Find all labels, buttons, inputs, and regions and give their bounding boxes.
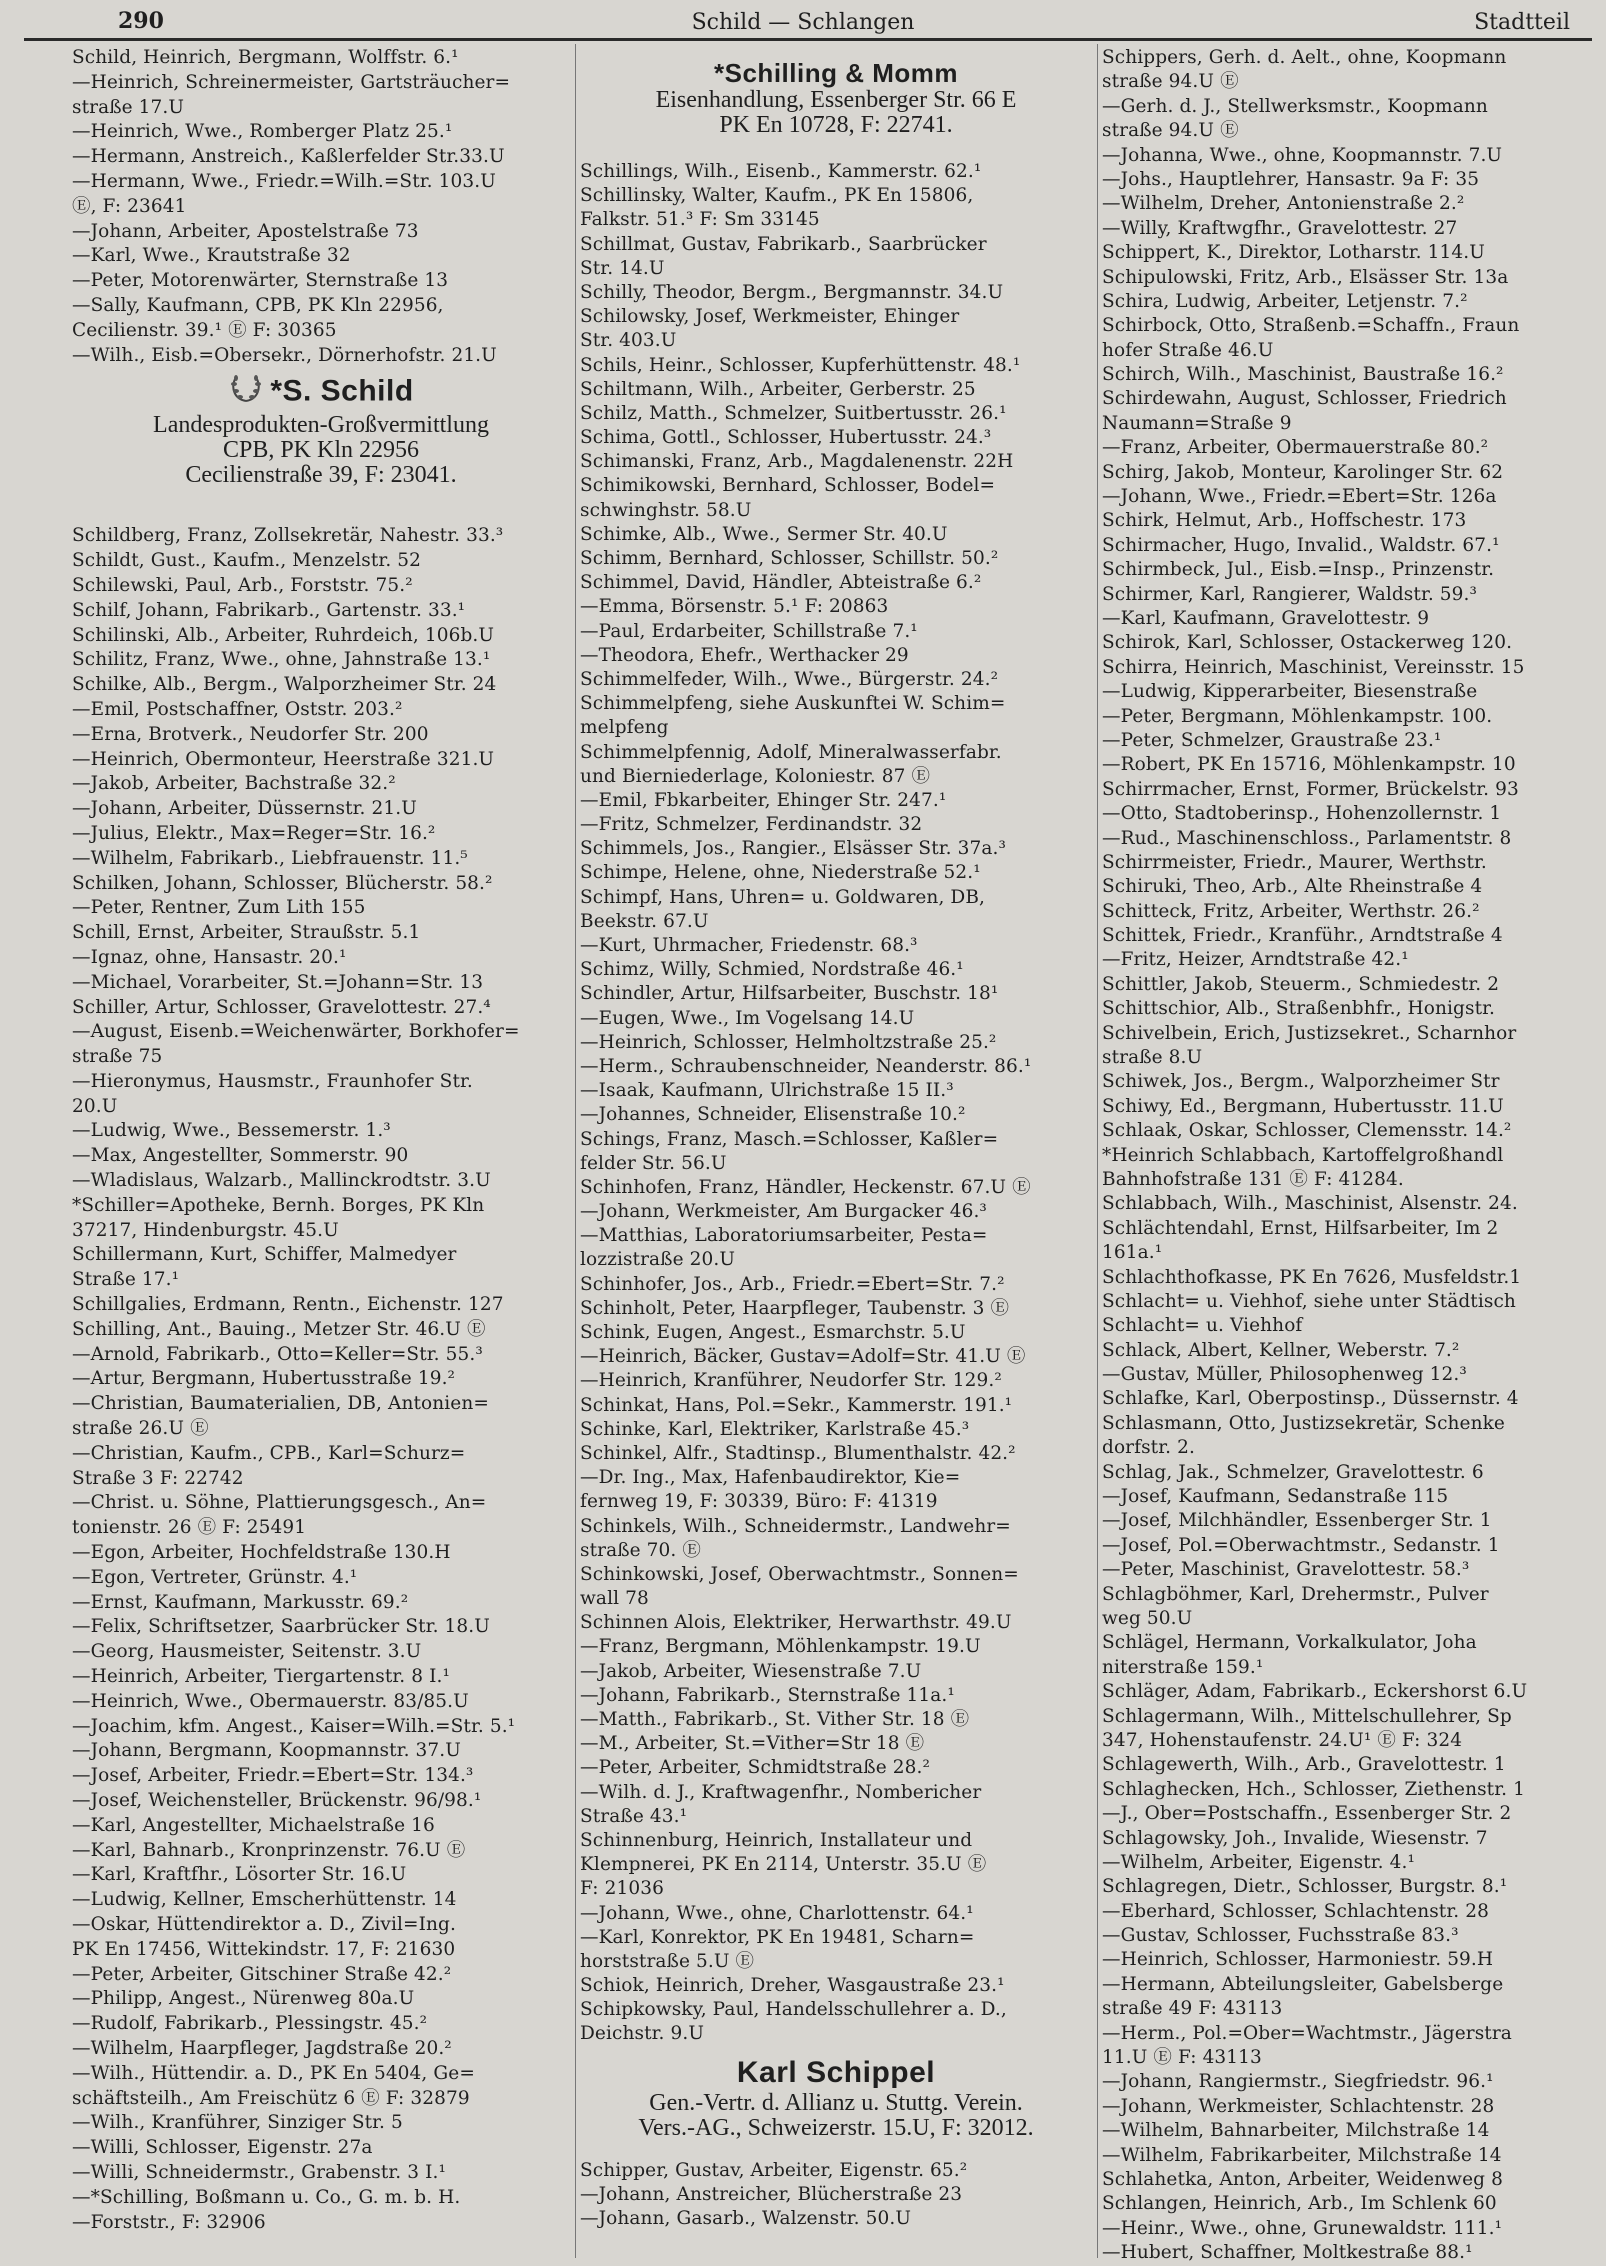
ad-title: *Schilling & Momm — [714, 58, 958, 88]
directory-entry-line: —Theodora, Ehefr., Werthacker 29 — [580, 644, 909, 666]
directory-entry-line: —Josef, Milchhändler, Essenberger Str. 1 — [1102, 1510, 1492, 1532]
directory-entry-line: —August, Eisenb.=Weichenwärter, Borkhofer= — [72, 1021, 520, 1043]
directory-entry-line: —Felix, Schriftsetzer, Saarbrücker Str. 18.U — [72, 1616, 490, 1638]
directory-entry-line: —Peter, Maschinist, Gravelottestr. 58.³ — [1102, 1559, 1470, 1581]
directory-entry-line: —Johann, Rangiermstr., Siegfriedstr. 96.¹ — [1102, 2071, 1494, 2093]
directory-entry-line: Schimz, Willy, Schmied, Nordstraße 46.¹ — [580, 959, 964, 981]
directory-entry-line: Cecilienstr. 39.¹ Ⓔ F: 30365 — [72, 319, 337, 341]
column-2 — [580, 46, 1092, 2231]
directory-entry-line: —Heinrich, Schlosser, Harmoniestr. 59.H — [1102, 1949, 1494, 1971]
directory-entry-line: Schippert, K., Direktor, Lotharstr. 114.U — [1102, 242, 1485, 264]
directory-entry-line: straße 49 F: 43113 — [1102, 1998, 1283, 2020]
directory-entry-line: Schima, Gottl., Schlosser, Hubertusstr. 24.³ — [580, 427, 992, 449]
directory-entry-line: straße 94.U Ⓔ — [1102, 120, 1239, 142]
directory-entry-line: horststraße 5.U Ⓔ — [580, 1950, 755, 1972]
directory-entry-line: Schipkowsky, Paul, Handelsschullehrer a. D., — [580, 1999, 1007, 2021]
directory-entry-line: PK En 17456, Wittekindstr. 17, F: 21630 — [72, 1938, 456, 1960]
directory-entry-line: 20.U — [72, 1095, 118, 1117]
directory-entry-line: Schinkels, Wilh., Schneidermstr., Landwehr= — [580, 1515, 1011, 1537]
column-divider — [1097, 44, 1098, 2258]
directory-entry-line: —Ludwig, Kipperarbeiter, Biesenstraße — [1102, 681, 1478, 703]
directory-entry-line: Schinkel, Alfr., Stadtinsp., Blumenthalstr. 42.² — [580, 1442, 1016, 1464]
directory-entry-line: Ⓔ, F: 23641 — [72, 195, 187, 217]
directory-entry-line: —Emil, Fbkarbeiter, Ehinger Str. 247.¹ — [580, 789, 947, 811]
directory-entry-line: Schilz, Matth., Schmelzer, Suitbertusstr. 26.¹ — [580, 402, 1007, 424]
directory-entry-line: —Otto, Stadtoberinsp., Hohenzollernstr. 1 — [1102, 803, 1502, 825]
directory-entry-line: Schillinsky, Walter, Kaufm., PK En 15806, — [580, 185, 974, 207]
directory-entry-line: Schiller, Artur, Schlosser, Gravelottestr. 27.⁴ — [72, 996, 491, 1018]
directory-entry-line: —Dr. Ing., Max, Hafenbaudirektor, Kie= — [580, 1467, 961, 1489]
directory-entry-line: —J., Ober=Postschaffn., Essenberger Str. 2 — [1102, 1803, 1512, 1825]
directory-entry-line: —Erna, Brotverk., Neudorfer Str. 200 — [72, 723, 429, 745]
directory-entry-line: Schlaak, Oskar, Schlosser, Clemensstr. 14.² — [1102, 1120, 1512, 1142]
directory-entry-line: —Franz, Arbeiter, Obermauerstraße 80.² — [1102, 437, 1489, 459]
directory-entry-line: Schlagregen, Dietr., Schlosser, Burgstr. 8.¹ — [1102, 1876, 1508, 1898]
directory-entry-line: Schippers, Gerh. d. Aelt., ohne, Koopmann — [1102, 47, 1507, 68]
directory-entry-line: Schlagböhmer, Karl, Drehermstr., Pulver — [1102, 1583, 1489, 1605]
directory-entry-line: Schlagowsky, Joh., Invalide, Wiesenstr. 7 — [1102, 1827, 1488, 1849]
directory-entry-line: Schivelbein, Erich, Justizsekret., Scharnhor — [1102, 1022, 1517, 1044]
directory-entry-line: Schipulowski, Fritz, Arb., Elsässer Str. 13a — [1102, 266, 1509, 288]
directory-entry-line: Schimmels, Jos., Rangier., Elsässer Str. 37a.³ — [580, 838, 1006, 860]
directory-entry-line: —Heinr., Wwe., ohne, Grunewaldstr. 111.¹ — [1102, 2217, 1503, 2239]
directory-entry-line: F: 21036 — [580, 1878, 664, 1900]
directory-entry-line: —Hermann, Wwe., Friedr.=Wilh.=Str. 103.U — [72, 170, 496, 192]
directory-entry-line: Schild, Heinrich, Bergmann, Wolffstr. 6.¹ — [72, 47, 459, 68]
directory-entry-line: Schirbock, Otto, Straßenb.=Schaffn., Fraun — [1102, 315, 1520, 337]
directory-entry-line: —Willi, Schneidermstr., Grabenstr. 3 I.¹ — [72, 2161, 447, 2183]
directory-entry-line: straße 94.U Ⓔ — [1102, 71, 1239, 93]
directory-entry-line: Schiok, Heinrich, Dreher, Wasgaustraße 23.¹ — [580, 1975, 1005, 1997]
directory-entry-line: *Heinrich Schlabbach, Kartoffelgroßhandl — [1102, 1144, 1504, 1166]
ad-line: PK En 10728, F: 22741. — [719, 112, 953, 138]
directory-entry-line: —Heinrich, Schlosser, Helmholtzstraße 25.² — [580, 1031, 997, 1053]
ad-line: Eisenhandlung, Essenberger Str. 66 E — [655, 87, 1017, 113]
directory-entry-line: —Johann, Arbeiter, Apostelstraße 73 — [72, 220, 419, 242]
directory-entry-line: Schirmer, Karl, Rangierer, Waldstr. 59.³ — [1102, 583, 1478, 605]
directory-entry-line: —Georg, Hausmeister, Seitenstr. 3.U — [72, 1641, 422, 1663]
entry-list — [72, 524, 570, 2235]
directory-entry-line: Schirrmacher, Ernst, Former, Brückelstr. 93 — [1102, 778, 1519, 800]
directory-entry-line: Schillmat, Gustav, Fabrikarb., Saarbrücker — [580, 233, 987, 255]
directory-entry-line: wall 78 — [580, 1588, 649, 1610]
advertisement-schilling-momm — [580, 46, 1092, 160]
directory-entry-line: —Josef, Pol.=Oberwachtmstr., Sedanstr. 1 — [1102, 1534, 1500, 1556]
directory-entry-line: —Peter, Rentner, Zum Lith 155 — [72, 897, 366, 919]
directory-entry-line: straße 8.U — [1102, 1047, 1203, 1069]
directory-entry-line: Str. 403.U — [580, 330, 677, 352]
directory-entry-line: —Karl, Angestellter, Michaelstraße 16 — [72, 1814, 435, 1836]
directory-entry-line: Schirmbeck, Jul., Eisb.=Insp., Prinzenstr. — [1102, 559, 1495, 581]
directory-entry-line: Schinhofen, Franz, Händler, Heckenstr. 67.U Ⓔ — [580, 1176, 1031, 1198]
directory-entry-line: —Gustav, Müller, Philosophenweg 12.³ — [1102, 1364, 1467, 1386]
directory-entry-line: —Artur, Bergmann, Hubertusstraße 19.² — [72, 1368, 456, 1390]
directory-entry-line: —Johann, Arbeiter, Düssernstr. 21.U — [72, 798, 417, 820]
directory-entry-line: schwinghstr. 58.U — [580, 499, 752, 521]
directory-entry-line: —Christian, Baumaterialien, DB, Antonien= — [72, 1393, 489, 1415]
directory-entry-line: Schimpf, Hans, Uhren= u. Goldwaren, DB, — [580, 886, 986, 908]
directory-entry-line: —Johann, Gasarb., Walzenstr. 50.U — [580, 2208, 912, 2229]
directory-entry-line: Falkstr. 51.³ F: Sm 33145 — [580, 209, 820, 231]
directory-entry-line: —Ludwig, Wwe., Bessemerstr. 1.³ — [72, 1120, 391, 1142]
directory-entry-line: —Christ. u. Söhne, Plattierungsgesch., An= — [72, 1492, 487, 1514]
directory-entry-line: Beekstr. 67.U — [580, 910, 709, 932]
ad-line: CPB, PK Kln 22956 — [222, 437, 420, 464]
directory-entry-line: Schinnen Alois, Elektriker, Herwarthstr. 49.U — [580, 1612, 1012, 1634]
directory-entry-line: Schlack, Albert, Kellner, Weberstr. 7.² — [1102, 1339, 1460, 1361]
directory-entry-line: Schiwy, Ed., Bergmann, Hubertusstr. 11.U — [1102, 1095, 1504, 1117]
directory-entry-line: —Johanna, Wwe., ohne, Koopmannstr. 7.U — [1102, 144, 1503, 166]
directory-entry-line: Schings, Franz, Masch.=Schlosser, Kaßler= — [580, 1128, 999, 1150]
directory-entry-line: —Karl, Kaufmann, Gravelottestr. 9 — [1102, 607, 1430, 629]
directory-entry-line: —Joachim, kfm. Angest., Kaiser=Wilh.=Str. 5.¹ — [72, 1715, 516, 1737]
directory-entry-line: Schlagermann, Wilh., Mittelschullehrer, Sp — [1102, 1705, 1512, 1727]
directory-entry-line: weg 50.U — [1102, 1608, 1193, 1629]
directory-entry-line: Straße 17.¹ — [72, 1269, 180, 1291]
directory-entry-line: —Wilhelm, Fabrikarbeiter, Milchstraße 14 — [1102, 2144, 1502, 2166]
directory-entry-line: —Isaak, Kaufmann, Ulrichstraße 15 II.³ — [580, 1080, 954, 1102]
directory-entry-line: —Johann, Werkmeister, Am Burgacker 46.³ — [580, 1201, 987, 1223]
directory-entry-line: —Franz, Bergmann, Möhlenkampstr. 19.U — [580, 1636, 981, 1658]
directory-entry-line: —Hieronymus, Hausmstr., Fraunhofer Str. — [72, 1070, 473, 1092]
entry-list — [580, 160, 1092, 2047]
directory-entry-line: —Peter, Schmelzer, Graustraße 23.¹ — [1102, 729, 1442, 751]
directory-entry-line: Schlasmann, Otto, Justizsekretär, Schenke — [1102, 1412, 1505, 1434]
directory-entry-line: —Willy, Kraftwgfhr., Gravelottestr. 27 — [1102, 217, 1458, 239]
directory-entry-line: Schils, Heinr., Schlosser, Kupferhüttenstr. 48.¹ — [580, 354, 1021, 376]
directory-entry-line: —Heinrich, Kranführer, Neudorfer Str. 129.² — [580, 1370, 1002, 1392]
directory-entry-line: —Gustav, Schlosser, Fuchsstraße 83.³ — [1102, 1925, 1459, 1947]
directory-entry-line: Schilowsky, Josef, Werkmeister, Ehinger — [580, 306, 960, 328]
directory-entry-line: Schillgalies, Erdmann, Rentn., Eichenstr. 127 — [72, 1294, 504, 1316]
directory-entry-line: Schiruki, Theo, Arb., Alte Rheinstraße 4 — [1102, 876, 1483, 898]
directory-entry-line: —Philipp, Angest., Nürenweg 80a.U — [72, 1988, 415, 2010]
section-label: Stadtteil — [1474, 10, 1570, 35]
entry-list — [580, 2159, 1092, 2232]
directory-entry-line: Schildberg, Franz, Zollsekretär, Nahestr. 33.³ — [72, 525, 504, 547]
directory-entry-line: Schirk, Helmut, Arb., Hoffschestr. 173 — [1102, 510, 1467, 532]
advertisement-s-schild — [72, 368, 570, 524]
directory-entry-line: Klempnerei, PK En 2114, Unterstr. 35.U Ⓔ — [580, 1854, 987, 1876]
ad-line: Cecilienstraße 39, F: 23041. — [185, 462, 457, 489]
directory-entry-line: —Johann, Anstreicher, Blücherstraße 23 — [580, 2183, 963, 2205]
directory-entry-line: tonienstr. 26 Ⓔ F: 25491 — [72, 1517, 307, 1539]
directory-entry-line: —Robert, PK En 15716, Möhlenkampstr. 10 — [1102, 754, 1516, 776]
directory-entry-line: Straße 43.¹ — [580, 1805, 688, 1827]
page-title: Schild — Schlangen — [691, 10, 915, 35]
directory-entry-line: —Egon, Vertreter, Grünstr. 4.¹ — [72, 1566, 358, 1588]
directory-entry-line: —Heinrich, Wwe., Romberger Platz 25.¹ — [72, 121, 453, 143]
directory-entry-line: —Hermann, Anstreich., Kaßlerfelder Str.33.U — [72, 146, 505, 168]
directory-entry-line: Schlacht= u. Viehhof, siehe unter Städtisch — [1102, 1290, 1516, 1312]
directory-entry-line: —Matth., Fabrikarb., St. Vither Str. 18 Ⓔ — [580, 1709, 970, 1730]
directory-entry-line: —Jakob, Arbeiter, Wiesenstraße 7.U — [580, 1660, 922, 1682]
directory-entry-line: Schlabbach, Wilh., Maschinist, Alsenstr. 24. — [1102, 1193, 1518, 1215]
directory-entry-line: Straße 3 F: 22742 — [72, 1467, 244, 1489]
directory-entry-line: —Karl, Wwe., Krautstraße 32 — [72, 245, 351, 267]
directory-entry-line: —Wilh., Kranführer, Sinziger Str. 5 — [72, 2112, 403, 2134]
directory-entry-line: straße 75 — [72, 1046, 163, 1068]
directory-entry-line: straße 26.U Ⓔ — [72, 1418, 209, 1440]
directory-entry-line: lozzistraße 20.U — [580, 1249, 736, 1271]
directory-entry-line: Schlafke, Karl, Oberpostinsp., Düssernstr. 4 — [1102, 1388, 1519, 1410]
column-divider — [575, 44, 576, 2258]
directory-entry-line: —Willi, Schlosser, Eigenstr. 27a — [72, 2137, 373, 2159]
directory-entry-line: Schilken, Johann, Schlosser, Blücherstr. 58.² — [72, 872, 493, 894]
directory-entry-line: —Fritz, Schmelzer, Ferdinandstr. 32 — [580, 814, 923, 836]
directory-entry-line: —Matthias, Laboratoriumsarbeiter, Pesta= — [580, 1225, 988, 1247]
ad-line: Vers.-AG., Schweizerstr. 15.U, F: 32012. — [638, 2114, 1034, 2141]
directory-entry-line: —Karl, Konrektor, PK En 19481, Scharn= — [580, 1926, 975, 1948]
directory-entry-line: —Wilhelm, Dreher, Antonienstraße 2.² — [1102, 193, 1465, 215]
directory-entry-line: 161a.¹ — [1102, 1242, 1163, 1264]
directory-entry-line: —Christian, Kaufm., CPB., Karl=Schurz= — [72, 1442, 466, 1464]
directory-entry-line: 11.U Ⓔ F: 43113 — [1102, 2047, 1262, 2069]
directory-entry-line: —Johann, Bergmann, Koopmannstr. 37.U — [72, 1740, 461, 1762]
directory-entry-line: —Josef, Arbeiter, Friedr.=Ebert=Str. 134.³ — [72, 1765, 474, 1787]
directory-entry-line: —Johann, Fabrikarb., Sternstraße 11a.¹ — [580, 1684, 955, 1706]
directory-entry-line: —Heinrich, Wwe., Obermauerstr. 83/85.U — [72, 1690, 469, 1712]
entry-list — [72, 46, 570, 368]
directory-entry-line: Schilf, Johann, Fabrikarb., Gartenstr. 33.¹ — [72, 599, 466, 621]
directory-entry-line: Schlahetka, Anton, Arbeiter, Weidenweg 8 — [1102, 2168, 1503, 2190]
directory-entry-line: —Jakob, Arbeiter, Bachstraße 32.² — [72, 773, 396, 795]
directory-entry-line: melpfeng — [580, 717, 669, 739]
directory-entry-line: —*Schilling, Boßmann u. Co., G. m. b. H. — [72, 2186, 461, 2208]
directory-entry-line: Schittek, Friedr., Kranführ., Arndtstraße 4 — [1102, 925, 1503, 947]
directory-entry-line: —Wilh., Hüttendir. a. D., PK En 5404, Ge= — [72, 2062, 475, 2084]
directory-entry-line: —Max, Angestellter, Sommerstr. 90 — [72, 1145, 409, 1167]
directory-entry-line: —Hermann, Abteilungsleiter, Gabelsberge — [1102, 1973, 1504, 1995]
column-3 — [1102, 46, 1592, 2266]
directory-entry-line: Schlacht= u. Viehhof — [1102, 1315, 1303, 1337]
directory-entry-line: —Hubert, Schaffner, Moltkestraße 88.¹ — [1102, 2242, 1473, 2264]
directory-entry-line: —Ludwig, Kellner, Emscherhüttenstr. 14 — [72, 1889, 457, 1911]
directory-entry-line: Schirmacher, Hugo, Invalid., Waldstr. 67.¹ — [1102, 534, 1500, 556]
header-rule — [24, 38, 1592, 41]
directory-entry-line: —Heinrich, Obermonteur, Heerstraße 321.U — [72, 748, 495, 770]
column-1 — [72, 46, 570, 2235]
directory-entry-line: —Herm., Schraubenschneider, Neanderstr. 86.¹ — [580, 1055, 1032, 1077]
directory-entry-line: Schlangen, Heinrich, Arb., Im Schlenk 60 — [1102, 2193, 1497, 2215]
directory-entry-line: —Peter, Arbeiter, Schmidtstraße 28.² — [580, 1757, 930, 1779]
directory-entry-line: Schlagewerth, Wilh., Arb., Gravelottestr. 1 — [1102, 1754, 1506, 1776]
directory-entry-line: —Wilhelm, Arbeiter, Eigenstr. 4.¹ — [1102, 1851, 1415, 1873]
directory-entry-line: Schimke, Alb., Wwe., Sermer Str. 40.U — [580, 523, 948, 545]
directory-entry-line: —Paul, Erdarbeiter, Schillstraße 7.¹ — [580, 620, 918, 642]
directory-entry-line: Schinholt, Peter, Haarpfleger, Taubenstr. 3 Ⓔ — [580, 1297, 1010, 1319]
directory-entry-line: Schläger, Adam, Fabrikarb., Eckershorst 6.U — [1102, 1681, 1528, 1703]
directory-entry-line: —Johann, Wwe., Friedr.=Ebert=Str. 126a — [1102, 486, 1497, 508]
directory-entry-line: Schiltmann, Wilh., Arbeiter, Gerberstr. 25 — [580, 378, 976, 400]
directory-entry-line: felder Str. 56.U — [580, 1152, 727, 1174]
directory-entry-line: *Schiller=Apotheke, Bernh. Borges, PK Kln — [72, 1194, 485, 1216]
directory-entry-line: —Heinrich, Arbeiter, Tiergartenstr. 8 I.¹ — [72, 1666, 450, 1688]
directory-entry-line: Schink, Eugen, Angest., Esmarchstr. 5.U — [580, 1322, 966, 1343]
directory-entry-line: Schimmelpfeng, siehe Auskunftei W. Schim= — [580, 693, 1006, 715]
directory-entry-line: dorfstr. 2. — [1102, 1437, 1195, 1459]
directory-entry-line: —Johann, Wwe., ohne, Charlottenstr. 64.¹ — [580, 1902, 974, 1924]
directory-entry-line: —Heinrich, Schreinermeister, Gartsträucher= — [72, 71, 511, 93]
directory-entry-line: —Fritz, Heizer, Arndtstraße 42.¹ — [1102, 949, 1409, 971]
directory-entry-line: —Gerh. d. J., Stellwerksmstr., Koopmann — [1102, 95, 1488, 117]
directory-entry-line: Schimm, Bernhard, Schlosser, Schillstr. 50.² — [580, 548, 999, 569]
directory-entry-line: Schitteck, Fritz, Arbeiter, Werthstr. 26.² — [1102, 900, 1480, 922]
directory-entry-line: Schilly, Theodor, Bergm., Bergmannstr. 34.U — [580, 281, 1004, 303]
directory-entry-line: —Peter, Motorenwärter, Sternstraße 13 — [72, 270, 449, 292]
directory-entry-line: —Johannes, Schneider, Elisenstraße 10.² — [580, 1104, 966, 1126]
ad-title: *S. Schild — [270, 374, 414, 408]
directory-entry-line: 347, Hohenstaufenstr. 24.U¹ Ⓔ F: 324 — [1102, 1729, 1463, 1751]
page-number: 290 — [118, 8, 164, 34]
directory-entry-line: Schittler, Jakob, Steuerm., Schmiedestr. 2 — [1102, 973, 1500, 995]
directory-entry-line: Schlaghecken, Hch., Schlosser, Ziethenstr. 1 — [1102, 1778, 1525, 1800]
directory-entry-line: Schindler, Artur, Hilfsarbeiter, Buschstr. 18¹ — [580, 983, 999, 1005]
directory-entry-line: Schilinski, Alb., Arbeiter, Ruhrdeich, 106b.U — [72, 624, 495, 646]
ad-title: Karl Schippel — [736, 2055, 936, 2089]
directory-entry-line: —Josef, Kaufmann, Sedanstraße 115 — [1102, 1486, 1449, 1508]
directory-entry-line: Schimmelpfennig, Adolf, Mineralwasserfabr. — [580, 741, 1002, 763]
directory-entry-line: fernweg 19, F: 30339, Büro: F: 41319 — [580, 1491, 938, 1513]
directory-entry-line: Schirra, Heinrich, Maschinist, Vereinsstr. 15 — [1102, 656, 1525, 678]
directory-entry-line: Schirrmeister, Friedr., Maurer, Werthstr. — [1102, 851, 1487, 873]
directory-entry-line: Schilewski, Paul, Arb., Forststr. 75.² — [72, 574, 413, 596]
directory-entry-line: Str. 14.U — [580, 257, 665, 279]
directory-entry-line: —Herm., Pol.=Ober=Wachtmstr., Jägerstra — [1102, 2022, 1512, 2044]
directory-entry-line: Schillings, Wilh., Eisenb., Kammerstr. 62.¹ — [580, 161, 982, 182]
directory-entry-line: —Sally, Kaufmann, CPB, PK Kln 22956, — [72, 294, 444, 316]
directory-entry-line: Schill, Ernst, Arbeiter, Straußstr. 5.1 — [72, 922, 421, 944]
directory-entry-line: —Rud., Maschinenschloss., Parlamentstr. 8 — [1102, 827, 1512, 849]
directory-entry-line: Schirdewahn, August, Schlosser, Friedrich — [1102, 388, 1507, 410]
directory-entry-line: —Peter, Arbeiter, Gitschiner Straße 42.² — [72, 1963, 452, 1985]
directory-entry-line: Schilitz, Franz, Wwe., ohne, Jahnstraße 13.¹ — [72, 649, 491, 671]
directory-entry-line: —Karl, Bahnarb., Kronprinzenstr. 76.U Ⓔ — [72, 1839, 466, 1861]
advertisement-karl-schippel — [580, 2047, 1092, 2159]
directory-entry-line: —Wilhelm, Fabrikarb., Liebfrauenstr. 11.⁵ — [72, 847, 468, 869]
directory-entry-line: —Wilh., Eisb.=Obersekr., Dörnerhofstr. 21.U — [72, 344, 497, 366]
directory-entry-line: —Wilh. d. J., Kraftwagenfhr., Nombericher — [580, 1781, 982, 1803]
directory-entry-line: Schimanski, Franz, Arb., Magdalenenstr. 22H — [580, 451, 1014, 473]
directory-entry-line: straße 17.U — [72, 96, 185, 118]
directory-entry-line: —Julius, Elektr., Max=Reger=Str. 16.² — [72, 822, 436, 844]
directory-entry-line: Schirch, Wilh., Maschinist, Baustraße 16.² — [1102, 364, 1504, 386]
directory-entry-line: Schimpe, Helene, ohne, Niederstraße 52.¹ — [580, 862, 981, 884]
ad-line: Gen.-Vertr. d. Allianz u. Stuttg. Verein. — [649, 2089, 1023, 2116]
ad-line: Landesprodukten-Großvermittlung — [153, 412, 489, 439]
directory-entry-line: —Ignaz, ohne, Hansastr. 20.¹ — [72, 946, 347, 968]
directory-entry-line: straße 70. Ⓔ — [580, 1539, 701, 1561]
directory-entry-line: 37217, Hindenburgstr. 45.U — [72, 1219, 339, 1241]
directory-entry-line: Schirok, Karl, Schlosser, Ostackerweg 120. — [1102, 632, 1513, 654]
directory-entry-line: —M., Arbeiter, St.=Vither=Str 18 Ⓔ — [580, 1733, 925, 1755]
directory-entry-line: —Eugen, Wwe., Im Vogelsang 14.U — [580, 1007, 915, 1029]
directory-entry-line: Naumann=Straße 9 — [1102, 412, 1292, 434]
directory-entry-line: Schinkat, Hans, Pol.=Sekr., Kammerstr. 191.¹ — [580, 1394, 1013, 1416]
directory-entry-line: Schinke, Karl, Elektriker, Karlstraße 45.³ — [580, 1418, 970, 1440]
directory-entry-line: Schipper, Gustav, Arbeiter, Eigenstr. 65.² — [580, 2159, 968, 2181]
directory-entry-line: Schimikowski, Bernhard, Schlosser, Bodel= — [580, 475, 996, 497]
directory-entry-line: Schinnenburg, Heinrich, Installateur und — [580, 1829, 973, 1851]
directory-entry-line: und Bierniederlage, Koloniestr. 87 Ⓔ — [580, 765, 931, 787]
directory-entry-line: Schittschior, Alb., Straßenbhfr., Honigstr. — [1102, 998, 1496, 1020]
directory-entry-line: Schinkowski, Josef, Oberwachtmstr., Sonnen= — [580, 1563, 1019, 1585]
directory-entry-line: Schlag, Jak., Schmelzer, Gravelottestr. 6 — [1102, 1461, 1484, 1483]
directory-entry-line: schäftsteilh., Am Freischütz 6 Ⓔ F: 32879 — [72, 2087, 470, 2109]
directory-entry-line: Schira, Ludwig, Arbeiter, Letjenstr. 7.² — [1102, 290, 1468, 312]
directory-entry-line: hofer Straße 46.U — [1102, 339, 1274, 361]
directory-entry-line: —Wladislaus, Walzarb., Mallinckrodtstr. 3.U — [72, 1170, 491, 1192]
directory-entry-line: —Josef, Weichensteller, Brückenstr. 96/98.¹ — [72, 1790, 482, 1811]
directory-entry-line: —Kurt, Uhrmacher, Friedenstr. 68.³ — [580, 935, 918, 956]
directory-entry-line: Schlachthofkasse, PK En 7626, Musfeldstr.1 — [1102, 1266, 1522, 1288]
directory-entry-line: Schilke, Alb., Bergm., Walporzheimer Str. 24 — [72, 674, 497, 696]
directory-entry-line: Schinhofer, Jos., Arb., Friedr.=Ebert=Str. 7.² — [580, 1273, 1005, 1295]
directory-entry-line: Schirg, Jakob, Monteur, Karolinger Str. 62 — [1102, 461, 1504, 483]
directory-entry-line: Schilling, Ant., Bauing., Metzer Str. 46.U Ⓔ — [72, 1318, 486, 1340]
directory-entry-line: Schildt, Gust., Kaufm., Menzelstr. 52 — [72, 550, 422, 572]
directory-entry-line: —Oskar, Hüttendirektor a. D., Zivil=Ing. — [72, 1913, 456, 1935]
directory-entry-line: —Heinrich, Bäcker, Gustav=Adolf=Str. 41.U Ⓔ — [580, 1346, 1026, 1368]
directory-entry-line: —Ernst, Kaufmann, Markusstr. 69.² — [72, 1591, 409, 1613]
directory-entry-line: —Johann, Werkmeister, Schlachtenstr. 28 — [1102, 2095, 1495, 2117]
directory-entry-line: —Rudolf, Fabrikarb., Plessingstr. 45.² — [72, 2013, 428, 2035]
directory-entry-line: niterstraße 159.¹ — [1102, 1656, 1264, 1678]
directory-entry-line: —Wilhelm, Haarpfleger, Jagdstraße 20.² — [72, 2037, 452, 2059]
directory-entry-line: —Arnold, Fabrikarb., Otto=Keller=Str. 55.³ — [72, 1343, 483, 1365]
directory-entry-line: Deichstr. 9.U — [580, 2023, 705, 2045]
directory-entry-line: —Wilhelm, Bahnarbeiter, Milchstraße 14 — [1102, 2120, 1490, 2142]
directory-entry-line: Schillermann, Kurt, Schiffer, Malmedyer — [72, 1244, 457, 1266]
directory-entry-line: —Michael, Vorarbeiter, St.=Johann=Str. 13 — [72, 971, 484, 993]
directory-entry-line: Schiwek, Jos., Bergm., Walporzheimer Str — [1102, 1071, 1500, 1093]
directory-entry-line: —Karl, Kraftfhr., Lösorter Str. 16.U — [72, 1864, 407, 1886]
directory-entry-line: Bahnhofstraße 131 Ⓔ F: 41284. — [1102, 1168, 1404, 1190]
directory-entry-line: —Johs., Hauptlehrer, Hansastr. 9a F: 35 — [1102, 168, 1480, 190]
directory-entry-line: Schlächtendahl, Ernst, Hilfsarbeiter, Im 2 — [1102, 1217, 1499, 1239]
directory-entry-line: —Eberhard, Schlosser, Schlachtenstr. 28 — [1102, 1900, 1489, 1922]
entry-list — [1102, 46, 1592, 2266]
directory-entry-line: —Emma, Börsenstr. 5.¹ F: 20863 — [580, 596, 889, 618]
directory-entry-line: —Forststr., F: 32906 — [72, 2211, 266, 2233]
directory-entry-line: —Peter, Bergmann, Möhlenkampstr. 100. — [1102, 705, 1493, 727]
directory-entry-line: —Emil, Postschaffner, Oststr. 203.² — [72, 698, 403, 720]
directory-entry-line: Schimmel, David, Händler, Abteistraße 6.² — [580, 572, 982, 594]
wreath-logo-icon — [228, 372, 264, 413]
directory-entry-line: —Egon, Arbeiter, Hochfeldstraße 130.H — [72, 1542, 451, 1564]
directory-entry-line: Schlägel, Hermann, Vorkalkulator, Joha — [1102, 1632, 1477, 1654]
directory-entry-line: Schimmelfeder, Wilh., Wwe., Bürgerstr. 24.² — [580, 668, 999, 690]
